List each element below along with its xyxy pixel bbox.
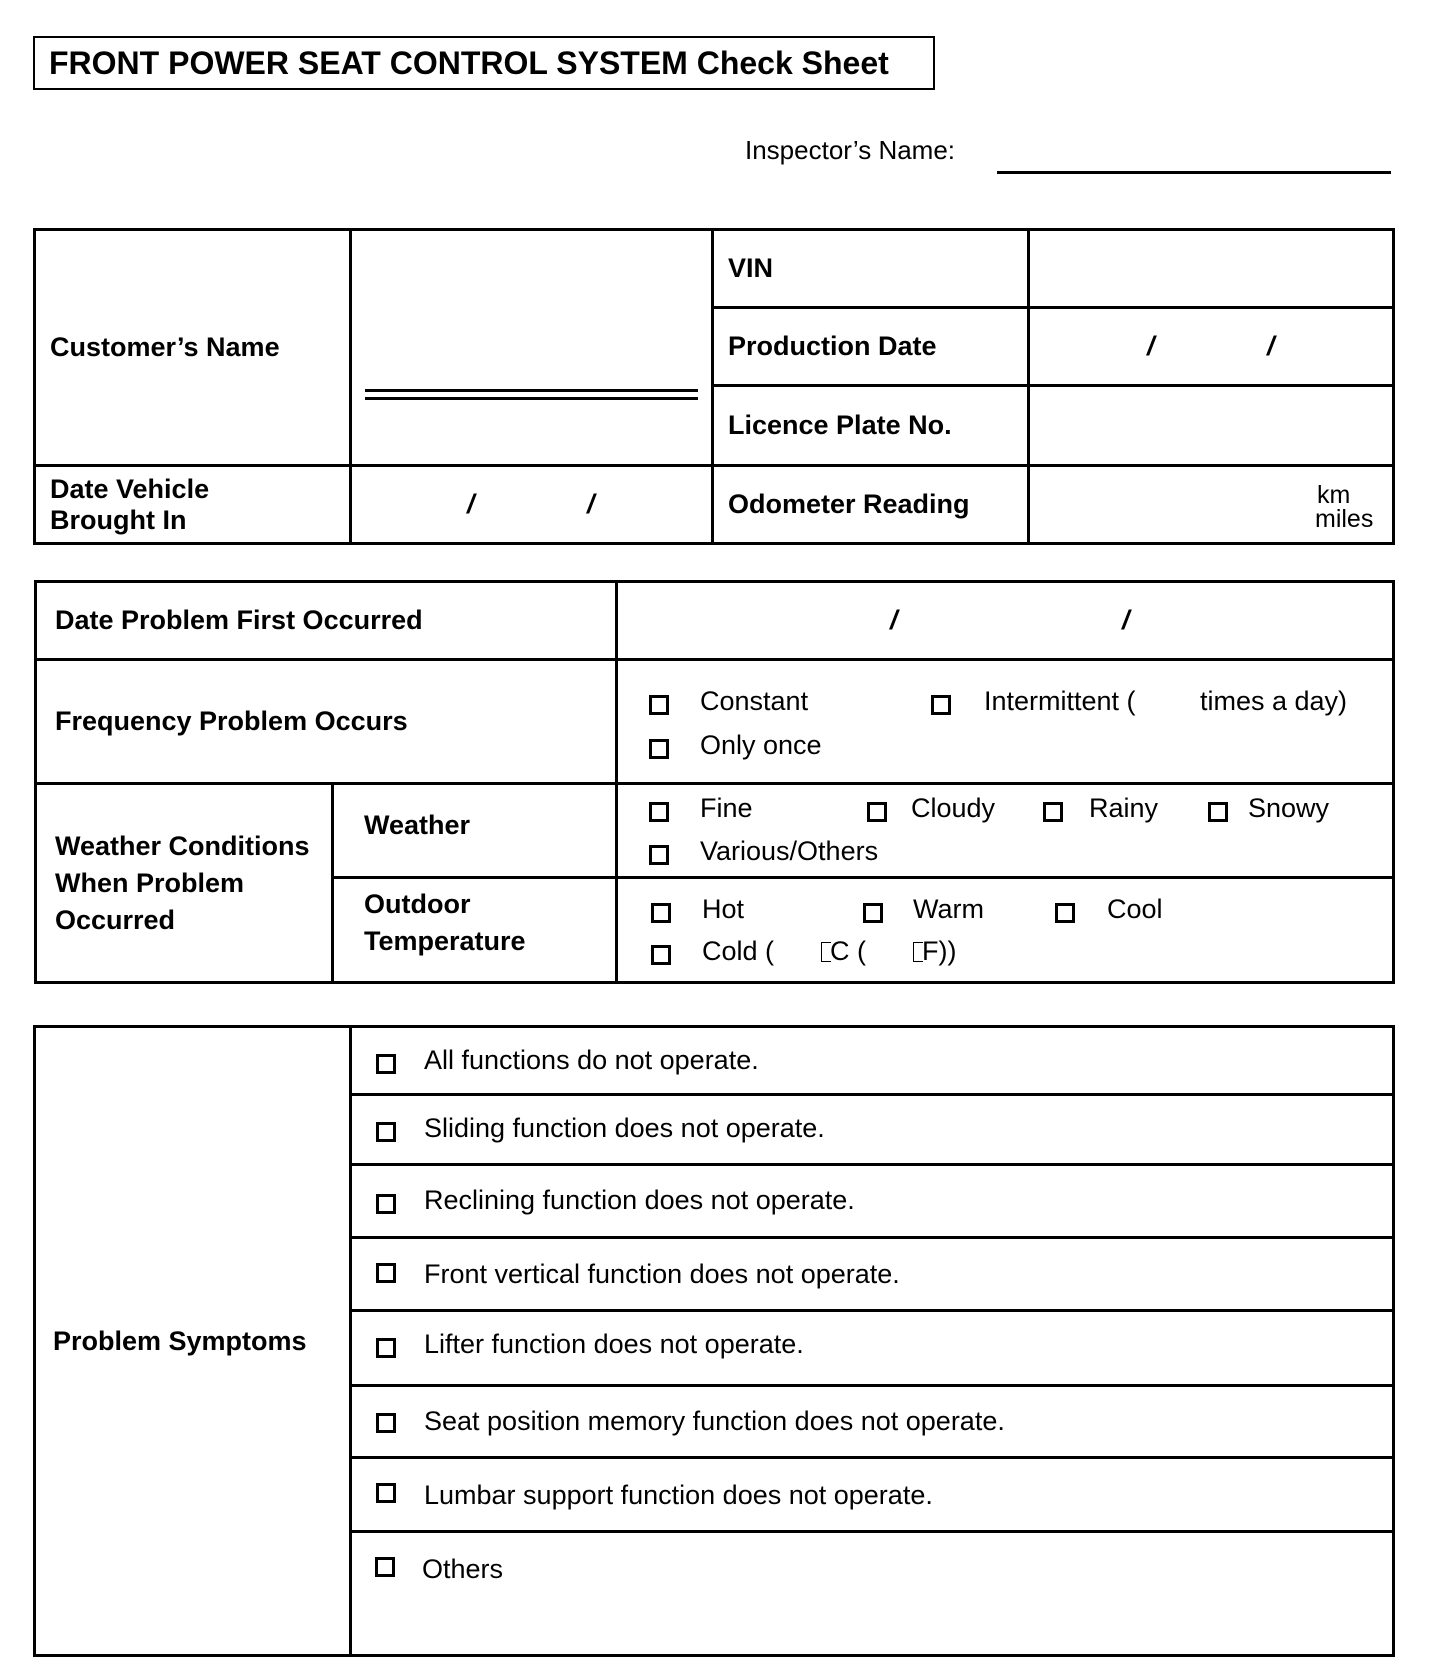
date-brought-in-label-cell	[35, 466, 351, 544]
customer-name-line	[365, 389, 698, 400]
weather-conditions-line1: Weather Conditions	[55, 830, 310, 861]
checkbox-warm[interactable]	[863, 903, 883, 923]
odometer-label: Odometer Reading	[728, 489, 970, 519]
symptom-row	[351, 1458, 1394, 1532]
option-snowy-label: Snowy	[1248, 793, 1330, 823]
checkbox-symptom-others[interactable]	[375, 1557, 395, 1577]
checkbox-symptom-memory[interactable]	[376, 1413, 396, 1433]
symptom-row-others	[351, 1532, 1394, 1656]
temperature-options	[617, 878, 1394, 983]
checkbox-only-once[interactable]	[649, 739, 669, 759]
symptoms-label: Problem Symptoms	[53, 1325, 307, 1356]
symptom-row	[351, 1238, 1394, 1311]
date-separator: /	[890, 605, 898, 635]
checkbox-symptom-reclining[interactable]	[376, 1194, 396, 1214]
option-intermittent-label: Intermittent (	[984, 686, 1136, 716]
production-date-label: Production Date	[728, 331, 937, 361]
date-brought-in-label	[36, 474, 349, 536]
weather-options	[617, 784, 1394, 878]
production-date-field[interactable]	[1029, 308, 1394, 386]
option-cool-label: Cool	[1107, 894, 1163, 924]
vin-label: VIN	[728, 253, 774, 283]
weather-label: Weather	[364, 810, 471, 840]
date-first-label-cell	[36, 582, 617, 660]
symptoms-table	[33, 1025, 1395, 1657]
outdoor-temp-line1: Outdoor	[364, 889, 471, 919]
checkbox-symptom-all[interactable]	[376, 1054, 396, 1074]
symptoms-label-cell	[35, 1027, 351, 1656]
customer-name-label: Customer’s Name	[50, 332, 280, 362]
frequency-options	[617, 660, 1394, 784]
date-first-field[interactable]	[617, 582, 1394, 660]
date-separator: /	[467, 489, 475, 519]
outdoor-temp-label-cell	[333, 878, 617, 983]
odometer-field[interactable]	[1029, 466, 1394, 544]
odometer-label-cell	[713, 466, 1029, 544]
checkbox-cloudy[interactable]	[867, 802, 887, 822]
date-brought-in-label-line1: Date Vehicle	[50, 473, 210, 504]
date-first-label: Date Problem First Occurred	[55, 605, 423, 635]
option-celsius-label: C (	[830, 936, 866, 966]
inspector-name-label: Inspector’s Name:	[745, 135, 956, 165]
symptom-label: All functions do not operate.	[424, 1045, 759, 1075]
symptom-label: Lifter function does not operate.	[424, 1329, 804, 1359]
symptom-row	[351, 1165, 1394, 1238]
date-separator: /	[1147, 331, 1155, 361]
option-various-label: Various/Others	[700, 836, 879, 866]
option-constant-label: Constant	[700, 686, 809, 716]
symptom-label: Others	[422, 1554, 504, 1584]
checkbox-rainy[interactable]	[1043, 802, 1063, 822]
checkbox-symptom-lumbar[interactable]	[376, 1483, 396, 1503]
customer-name-label-cell	[35, 230, 351, 466]
option-warm-label: Warm	[913, 894, 984, 924]
symptom-label: Front vertical function does not operate.	[424, 1259, 900, 1289]
option-fahrenheit-label: F))	[922, 936, 957, 966]
symptom-row	[351, 1311, 1394, 1386]
symptom-row	[351, 1386, 1394, 1458]
date-separator: /	[587, 489, 595, 519]
checkbox-intermittent[interactable]	[931, 695, 951, 715]
inspector-name-field[interactable]	[997, 171, 1391, 174]
date-separator: /	[1122, 605, 1130, 635]
checkbox-symptom-front-vertical[interactable]	[376, 1263, 396, 1283]
checkbox-cold[interactable]	[651, 945, 671, 965]
symptom-label: Reclining function does not operate.	[424, 1185, 855, 1215]
date-brought-in-label-line2: Brought In	[50, 504, 187, 535]
option-cloudy-label: Cloudy	[911, 793, 996, 823]
option-rainy-label: Rainy	[1089, 793, 1159, 823]
symptom-row	[351, 1027, 1394, 1095]
customer-name-field[interactable]	[351, 230, 713, 466]
licence-plate-label-cell	[713, 386, 1029, 466]
checkbox-snowy[interactable]	[1208, 802, 1228, 822]
production-date-label-cell	[713, 308, 1029, 386]
option-times-a-day-label: times a day)	[1200, 686, 1348, 716]
weather-conditions-label	[37, 828, 331, 939]
odometer-unit-miles: miles	[1315, 505, 1374, 533]
symptom-label: Lumbar support function does not operate.	[424, 1480, 933, 1510]
option-only-once-label: Only once	[700, 730, 822, 760]
symptom-label: Sliding function does not operate.	[424, 1113, 825, 1143]
checkbox-cool[interactable]	[1055, 903, 1075, 923]
checkbox-symptom-lifter[interactable]	[376, 1338, 396, 1358]
vin-label-cell	[713, 230, 1029, 308]
odometer-unit-km: km	[1317, 481, 1351, 509]
outdoor-temp-line2: Temperature	[364, 926, 526, 956]
symptom-row	[351, 1095, 1394, 1165]
weather-label-cell	[333, 784, 617, 878]
problem-info-table	[34, 580, 1395, 984]
checkbox-constant[interactable]	[649, 695, 669, 715]
vehicle-info-table	[33, 228, 1395, 545]
checkbox-hot[interactable]	[651, 903, 671, 923]
checkbox-various[interactable]	[649, 845, 669, 865]
date-separator: /	[1267, 331, 1275, 361]
frequency-label: Frequency Problem Occurs	[55, 706, 408, 736]
checkbox-symptom-sliding[interactable]	[376, 1122, 396, 1142]
weather-conditions-line3: Occurred	[55, 904, 176, 935]
weather-conditions-label-cell	[36, 784, 333, 983]
checkbox-fine[interactable]	[649, 802, 669, 822]
outdoor-temp-label	[334, 886, 615, 960]
licence-plate-label: Licence Plate No.	[728, 410, 952, 440]
symptom-label: Seat position memory function does not operate.	[424, 1406, 1005, 1436]
option-cold-label: Cold (	[702, 936, 775, 966]
date-brought-in-field[interactable]	[351, 466, 713, 544]
frequency-label-cell	[36, 660, 617, 784]
licence-plate-field[interactable]	[1029, 386, 1394, 466]
page-title: FRONT POWER SEAT CONTROL SYSTEM Check Sheet	[33, 36, 935, 90]
option-hot-label: Hot	[702, 894, 745, 924]
option-fine-label: Fine	[700, 793, 753, 823]
weather-conditions-line2: When Problem	[55, 867, 245, 898]
vin-field[interactable]	[1029, 230, 1394, 308]
